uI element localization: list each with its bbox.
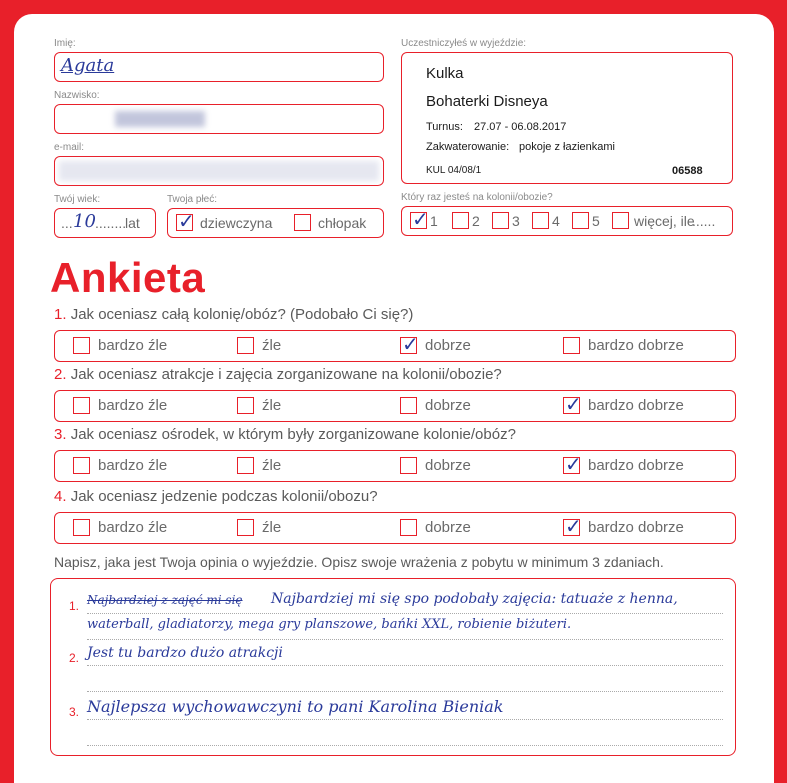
times-more-dots: ...... [692,213,716,229]
times-3-label: 3 [512,213,520,229]
name-value: Agata [61,55,115,76]
times-1-checkbox[interactable] [410,207,429,231]
camp-name: Kulka [426,65,464,82]
question-2-option-2-checkbox[interactable] [237,397,254,414]
question-3-label: Jak oceniasz ośrodek, w którym były zorganizowane kolonie/obóz? [70,426,516,443]
gender-field [167,208,384,238]
camp-label: Uczestniczyłeś w wyjeździe: [401,38,527,49]
question-4-option-2-checkbox[interactable] [237,519,254,536]
opinion-line-3: Najlepsza wychowawczyni to pani Karolina Bieniak [87,697,504,716]
question-1-answer-row [54,330,736,362]
opinion-line-1b: waterball, gladiatorzy, mega gry planszowe, bańki XXL, robienie biżuteri. [87,617,572,632]
question-4-option-3-label: dobrze [425,519,471,536]
times-5-checkbox[interactable] [572,212,589,229]
age-label: Twój wiek: [54,194,101,205]
question-3-answer-row [54,450,736,482]
email-redacted [59,161,379,181]
question-1-option-4-label: bardzo dobrze [588,337,684,354]
email-field[interactable] [54,156,384,186]
question-3-option-1-label: bardzo źle [98,457,168,474]
question-3-option-3-label: dobrze [425,457,471,474]
question-1-option-1-checkbox[interactable] [73,337,90,354]
survey-title: Ankieta [50,254,206,301]
opinion-prompt: Napisz, jaka jest Twoja opinia o wyjeździe. Opisz swoje wrażenia z pobytu w minimum 3 zdaniach. [54,554,664,570]
question-3-option-4-label: bardzo dobrze [588,457,684,474]
gender-girl-check-icon: ✓ [178,209,195,233]
times-more-checkbox[interactable] [612,212,629,229]
question-4-option-1-checkbox[interactable] [73,519,90,536]
times-1-check-icon: ✓ [412,207,429,231]
question-4-option-2-label: źle [262,519,282,536]
question-2-label: Jak oceniasz atrakcje i zajęcia zorganizowane na kolonii/obozie? [70,366,502,383]
question-1-option-3-checkbox[interactable] [400,332,419,356]
gender-boy-checkbox[interactable] [294,214,311,231]
question-1-option-4-checkbox[interactable] [563,337,580,354]
question-1-label: Jak oceniasz całą kolonię/obóz? (Podobało Ci się?) [70,306,414,323]
times-4-checkbox[interactable] [532,212,549,229]
opinion-line [87,613,723,614]
question-3-option-2-label: źle [262,457,282,474]
question-4-answer-row [54,512,736,544]
email-label: e-mail: [54,142,85,153]
turnus-label: Turnus: [426,121,463,133]
question-2-option-3-label: dobrze [425,397,471,414]
check-icon: ✓ [565,452,582,476]
opinion-line-1-struck: Najbardziej z zajęć mi się [87,593,243,607]
opinion-line [87,639,723,640]
question-3-number: 3. [54,426,67,443]
question-4-option-4-checkbox[interactable] [563,514,582,538]
gender-girl-checkbox[interactable] [176,209,195,233]
age-dots-before: ... [61,215,73,231]
question-2-option-1-checkbox[interactable] [73,397,90,414]
question-3-text [54,426,516,443]
question-1-option-1-label: bardzo źle [98,337,168,354]
opinion-num-1: 1. [69,599,80,613]
question-2-option-2-label: źle [262,397,282,414]
question-2-number: 2. [54,366,67,383]
question-4-option-3-checkbox[interactable] [400,519,417,536]
survey-form [14,14,774,783]
question-4-number: 4. [54,488,67,505]
gender-boy-label: chłopak [318,215,367,231]
name-field[interactable] [54,52,384,82]
question-3-option-1-checkbox[interactable] [73,457,90,474]
camp-program: Bohaterki Disneya [426,93,548,110]
times-1-label: 1 [430,213,438,229]
opinion-line [87,719,723,720]
question-2-option-4-label: bardzo dobrze [588,397,684,414]
question-1-option-2-label: źle [262,337,282,354]
question-3-option-3-checkbox[interactable] [400,457,417,474]
surname-label: Nazwisko: [54,90,100,101]
question-3-option-4-checkbox[interactable] [563,452,582,476]
camp-number: 06588 [672,165,703,177]
age-value: 10 [73,211,96,232]
opinion-line-2: Jest tu bardzo dużo atrakcji [87,645,283,661]
check-icon: ✓ [402,332,419,356]
check-icon: ✓ [565,514,582,538]
times-4-label: 4 [552,213,560,229]
question-1-text [54,306,413,323]
accommodation-label: Zakwaterowanie: [426,141,510,153]
name-label: Imię: [54,38,76,49]
question-2-text [54,366,502,383]
times-5-label: 5 [592,213,600,229]
camp-code: KUL 04/08/1 [426,165,482,176]
opinion-num-2: 2. [69,651,80,665]
turnus-value: 27.07 - 06.08.2017 [474,121,567,133]
question-2-option-1-label: bardzo źle [98,397,168,414]
times-label: Który raz jesteś na kolonii/obozie? [401,192,553,203]
question-4-option-1-label: bardzo źle [98,519,168,536]
times-3-checkbox[interactable] [492,212,509,229]
times-field [401,206,733,236]
opinion-line [87,665,723,666]
question-2-option-4-checkbox[interactable] [563,392,582,416]
accommodation-value: pokoje z łazienkami [519,141,615,153]
opinion-line-1: Najbardziej mi się spo podobały zajęcia: tatuaże z henna, [271,591,678,607]
surname-field[interactable] [54,104,384,134]
times-more-label: więcej, ile [634,213,695,229]
opinion-line [87,745,723,746]
opinion-line [87,691,723,692]
question-3-option-2-checkbox[interactable] [237,457,254,474]
age-unit: lat [125,215,140,231]
times-2-label: 2 [472,213,480,229]
age-field[interactable] [54,208,156,238]
question-4-label: Jak oceniasz jedzenie podczas kolonii/obozu? [70,488,378,505]
question-1-option-3-label: dobrze [425,337,471,354]
question-2-answer-row [54,390,736,422]
question-4-option-4-label: bardzo dobrze [588,519,684,536]
surname-redacted [115,111,205,127]
question-1-number: 1. [54,306,67,323]
question-4-text [54,488,378,505]
question-1-option-2-checkbox[interactable] [237,337,254,354]
question-2-option-3-checkbox[interactable] [400,397,417,414]
times-2-checkbox[interactable] [452,212,469,229]
camp-box [401,52,733,184]
gender-label: Twoja płeć: [167,194,218,205]
age-dots-after: ........ [95,215,127,231]
opinion-box[interactable] [50,578,736,756]
opinion-num-3: 3. [69,705,80,719]
check-icon: ✓ [565,392,582,416]
gender-girl-label: dziewczyna [200,215,273,231]
